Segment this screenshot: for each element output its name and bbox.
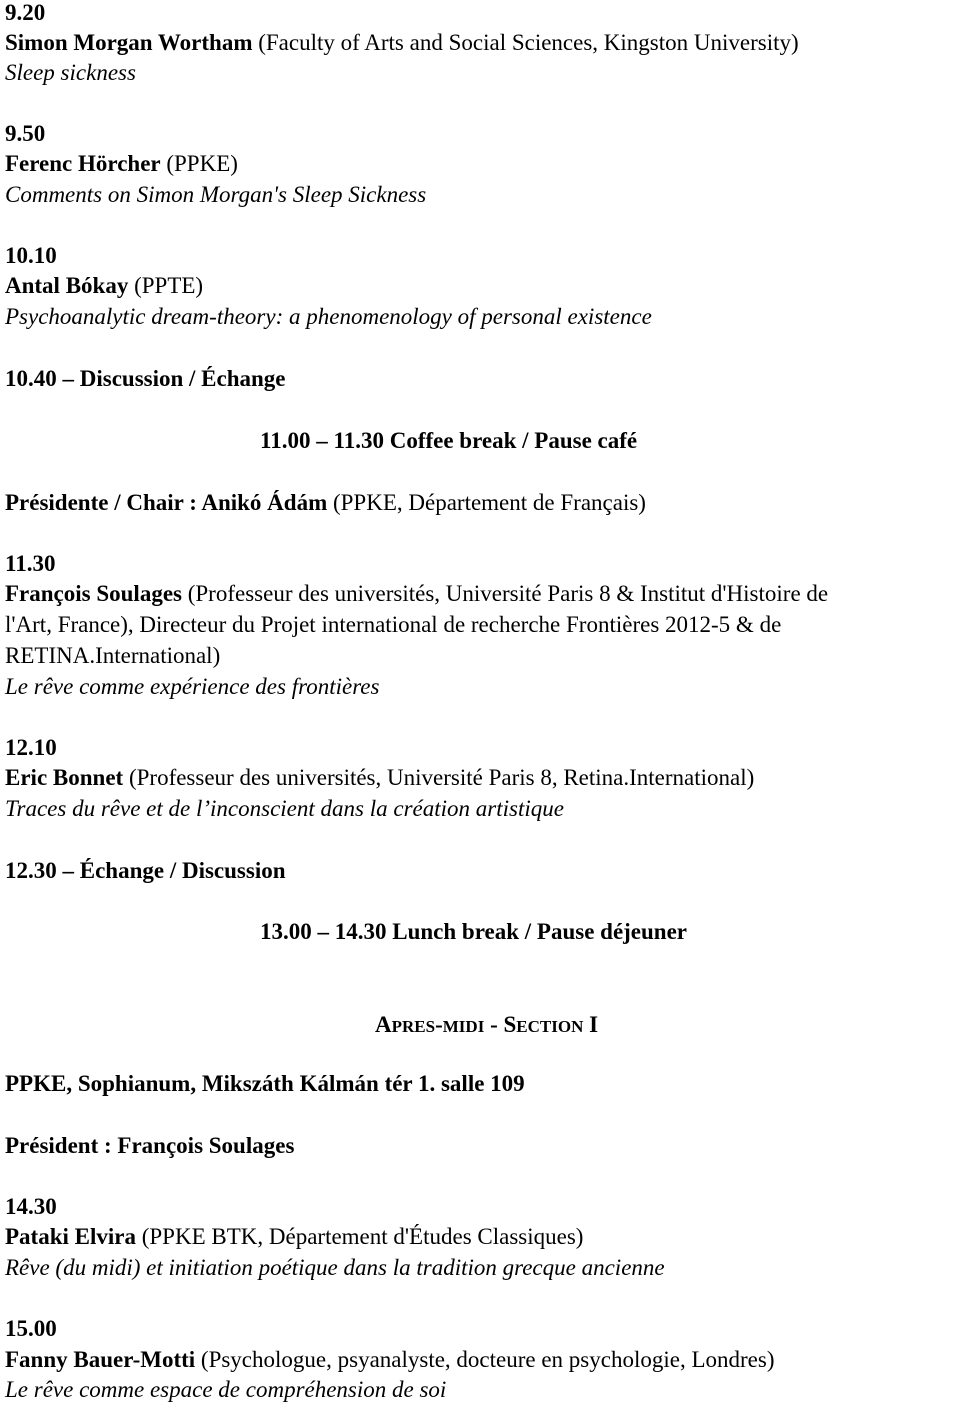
speaker-affiliation: (Faculty of Arts and Social Sciences, Kingston University)	[252, 30, 799, 55]
speaker-affiliation: RETINA.International)	[5, 643, 221, 668]
speaker-line	[5, 1344, 774, 1375]
talk-title: Le rêve comme espace de compréhension de soi	[5, 1377, 447, 1402]
speaker-name: Simon Morgan Wortham	[5, 30, 253, 55]
section-heading	[375, 1009, 598, 1042]
talk-title: Comments on Simon Morgan's Sleep Sickness	[5, 182, 427, 207]
speaker-line	[5, 1221, 583, 1252]
speaker-name: Eric Bonnet	[5, 765, 124, 790]
speaker-affiliation: (Professeur des universités, Université Paris 8 & Institut d'Histoire de	[181, 581, 829, 606]
talk-title: Rêve (du midi) et initiation poétique dans la tradition grecque ancienne	[5, 1255, 665, 1280]
section-heading-part: -	[435, 1012, 443, 1037]
speaker-line	[5, 148, 238, 179]
president-line: Président : François Soulages	[5, 1133, 295, 1158]
speaker-name: François Soulages	[5, 581, 182, 606]
chair-label: Présidente / Chair : Anikó Ádám	[5, 490, 328, 515]
venue-line: PPKE, Sophianum, Mikszáth Kálmán tér 1. salle 109	[5, 1071, 525, 1096]
section-heading-part: A	[375, 1012, 392, 1037]
speaker-affiliation: l'Art, France), Directeur du Projet international de recherche Frontières 2012-5 & de	[5, 612, 782, 637]
speaker-affiliation: (PPKE BTK, Département d'Études Classiques)	[135, 1224, 584, 1249]
session-time: 12.10	[5, 735, 57, 760]
chair-affiliation: (PPKE, Département de Français)	[327, 490, 646, 515]
speaker-name: Pataki Elvira	[5, 1224, 136, 1249]
session-time: 15.00	[5, 1316, 57, 1341]
session-time: 9.20	[5, 0, 46, 25]
speaker-line	[5, 762, 754, 793]
session-time: 14.30	[5, 1194, 57, 1219]
session-time: 9.50	[5, 121, 46, 146]
break-heading: 13.00 – 14.30 Lunch break / Pause déjeuner	[260, 919, 688, 944]
speaker-line	[5, 270, 203, 301]
section-heading-part: PRES	[391, 1017, 436, 1036]
speaker-name: Ferenc Hörcher	[5, 151, 161, 176]
talk-title: Traces du rêve et de l’inconscient dans la création artistique	[5, 796, 564, 821]
speaker-affiliation: (Professeur des universités, Université Paris 8, Retina.International)	[123, 765, 755, 790]
speaker-line	[5, 578, 828, 609]
speaker-name: Antal Bókay	[5, 273, 129, 298]
break-heading: 11.00 – 11.30 Coffee break / Pause café	[260, 428, 638, 453]
speaker-affiliation: (PPKE)	[160, 151, 238, 176]
talk-title: Sleep sickness	[5, 60, 136, 85]
discussion-heading: 10.40 – Discussion / Échange	[5, 366, 286, 391]
talk-title: Psychoanalytic dream-theory: a phenomenology of personal existence	[5, 304, 652, 329]
talk-title: Le rêve comme expérience des frontières	[5, 674, 380, 699]
session-time: 11.30	[5, 551, 56, 576]
section-heading-part: MIDI	[442, 1017, 485, 1036]
section-heading-part: I	[583, 1012, 599, 1037]
chair-line	[5, 487, 646, 518]
speaker-line	[5, 27, 799, 58]
section-heading-part: ECTION	[516, 1017, 584, 1036]
section-heading-part: S	[503, 1012, 517, 1037]
speaker-affiliation: (PPTE)	[128, 273, 204, 298]
discussion-heading: 12.30 – Échange / Discussion	[5, 858, 286, 883]
speaker-affiliation: (Psychologue, psyanalyste, docteure en psychologie, Londres)	[195, 1347, 775, 1372]
speaker-name: Fanny Bauer-Motti	[5, 1347, 196, 1372]
session-time: 10.10	[5, 243, 57, 268]
section-heading-part: -	[484, 1012, 504, 1037]
